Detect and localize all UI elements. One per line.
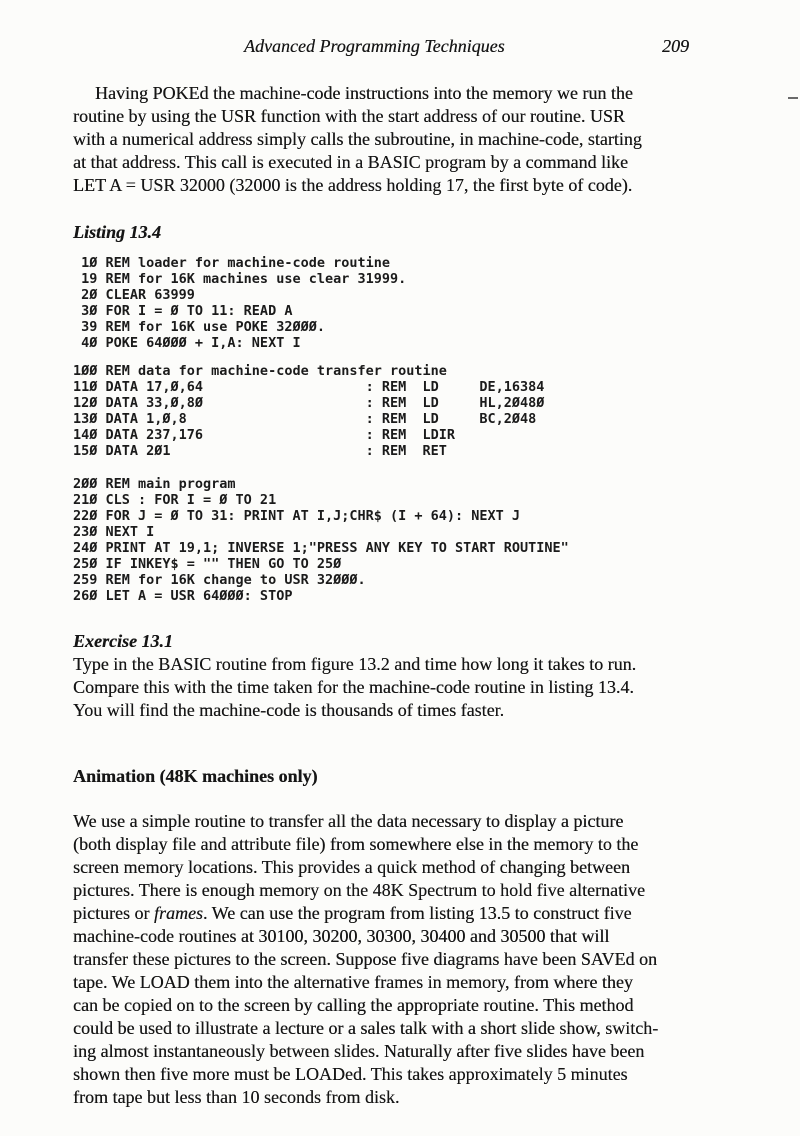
- code-line: 22Ø FOR J = Ø TO 31: PRINT AT I,J;CHR$ (I + 64): NEXT J: [73, 508, 521, 524]
- animation-heading: Animation (48K machines only): [73, 766, 318, 786]
- text-line: Having POKEd the machine-code instructions into the memory we run the: [95, 83, 633, 103]
- code-line: 23Ø NEXT I: [73, 524, 155, 540]
- text-line: machine-code routines at 30100, 30200, 30300, 30400 and 30500 that will: [73, 926, 610, 946]
- text-line: with a numerical address simply calls the subroutine, in machine-code, starting: [73, 129, 642, 149]
- text-line: shown then five more must be LOADed. This takes approximately 5 minutes: [73, 1064, 628, 1084]
- code-line: 21Ø CLS : FOR I = Ø TO 21: [73, 492, 277, 508]
- scan-edge-mark: [788, 97, 798, 99]
- code-line: 2ØØ REM main program: [73, 476, 236, 492]
- code-line: 24Ø PRINT AT 19,1; INVERSE 1;"PRESS ANY KEY TO START ROUTINE": [73, 540, 569, 556]
- text-segment: pictures or: [73, 903, 154, 923]
- text-segment: . We can use the program from listing 13.5 to construct five: [202, 903, 632, 923]
- text-line: routine by using the USR function with the start address of our routine. USR: [73, 106, 625, 126]
- exercise-heading: Exercise 13.1: [73, 631, 173, 651]
- text-line: transfer these pictures to the screen. Suppose five diagrams have been SAVEd on: [73, 949, 657, 969]
- text-line: pictures. There is enough memory on the 48K Spectrum to hold five alternative: [73, 880, 646, 900]
- page-number: 209: [662, 36, 689, 56]
- code-line: 259 REM for 16K change to USR 32ØØØ.: [73, 572, 366, 588]
- text-line: Type in the BASIC routine from figure 13.2 and time how long it takes to run.: [73, 654, 637, 674]
- code-block-data: [73, 363, 773, 459]
- text-line: from tape but less than 10 seconds from disk.: [73, 1087, 400, 1107]
- exercise-paragraph: [73, 653, 773, 722]
- italic-text: frames: [153, 903, 203, 923]
- code-block-loader: [73, 255, 773, 351]
- code-line: 3Ø FOR I = Ø TO 11: READ A: [73, 303, 293, 319]
- text-line: [73, 902, 773, 925]
- code-line: 1ØØ REM data for machine-code transfer routine: [73, 363, 447, 379]
- code-line: 39 REM for 16K use POKE 32ØØØ.: [73, 319, 325, 335]
- code-line: 1Ø REM loader for machine-code routine: [73, 255, 390, 271]
- code-line: 4Ø POKE 64ØØØ + I,A: NEXT I: [73, 335, 301, 351]
- text-line: screen memory locations. This provides a quick method of changing between: [73, 857, 631, 877]
- code-line: 19 REM for 16K machines use clear 31999.: [73, 271, 407, 287]
- text-line: ing almost instantaneously between slides. Naturally after five slides have been: [73, 1041, 645, 1061]
- text-line: could be used to illustrate a lecture or a sales talk with a short slide show, switch-: [73, 1018, 659, 1038]
- code-line: 14Ø DATA 237,176 : REM LDIR: [73, 427, 456, 443]
- text-line: We use a simple routine to transfer all the data necessary to display a picture: [73, 811, 624, 831]
- code-line: 25Ø IF INKEY$ = "" THEN GO TO 25Ø: [73, 556, 342, 572]
- intro-paragraph: [73, 82, 773, 197]
- code-line: 12Ø DATA 33,Ø,8Ø : REM LD HL,2Ø48Ø: [73, 395, 545, 411]
- code-line: 13Ø DATA 1,Ø,8 : REM LD BC,2Ø48: [73, 411, 537, 427]
- text-line: tape. We LOAD them into the alternative frames in memory, from where they: [73, 972, 633, 992]
- text-line: (both display file and attribute file) from somewhere else in the memory to the: [73, 834, 639, 854]
- code-block-main-program: [73, 476, 773, 604]
- text-line: You will find the machine-code is thousands of times faster.: [73, 700, 505, 720]
- code-line: 15Ø DATA 2Ø1 : REM RET: [73, 443, 447, 459]
- code-line: 26Ø LET A = USR 64ØØØ: STOP: [73, 588, 293, 604]
- text-line: Compare this with the time taken for the machine-code routine in listing 13.4.: [73, 677, 634, 697]
- running-header-title: Advanced Programming Techniques: [244, 36, 505, 56]
- code-line: 2Ø CLEAR 63999: [73, 287, 195, 303]
- text-line: can be copied on to the screen by calling the appropriate routine. This method: [73, 995, 634, 1015]
- listing-heading: Listing 13.4: [73, 222, 162, 242]
- text-line: LET A = USR 32000 (32000 is the address holding 17, the first byte of code).: [73, 175, 633, 195]
- text-line: at that address. This call is executed in a BASIC program by a command like: [73, 152, 629, 172]
- animation-paragraph: [73, 810, 773, 1109]
- code-line: 11Ø DATA 17,Ø,64 : REM LD DE,16384: [73, 379, 545, 395]
